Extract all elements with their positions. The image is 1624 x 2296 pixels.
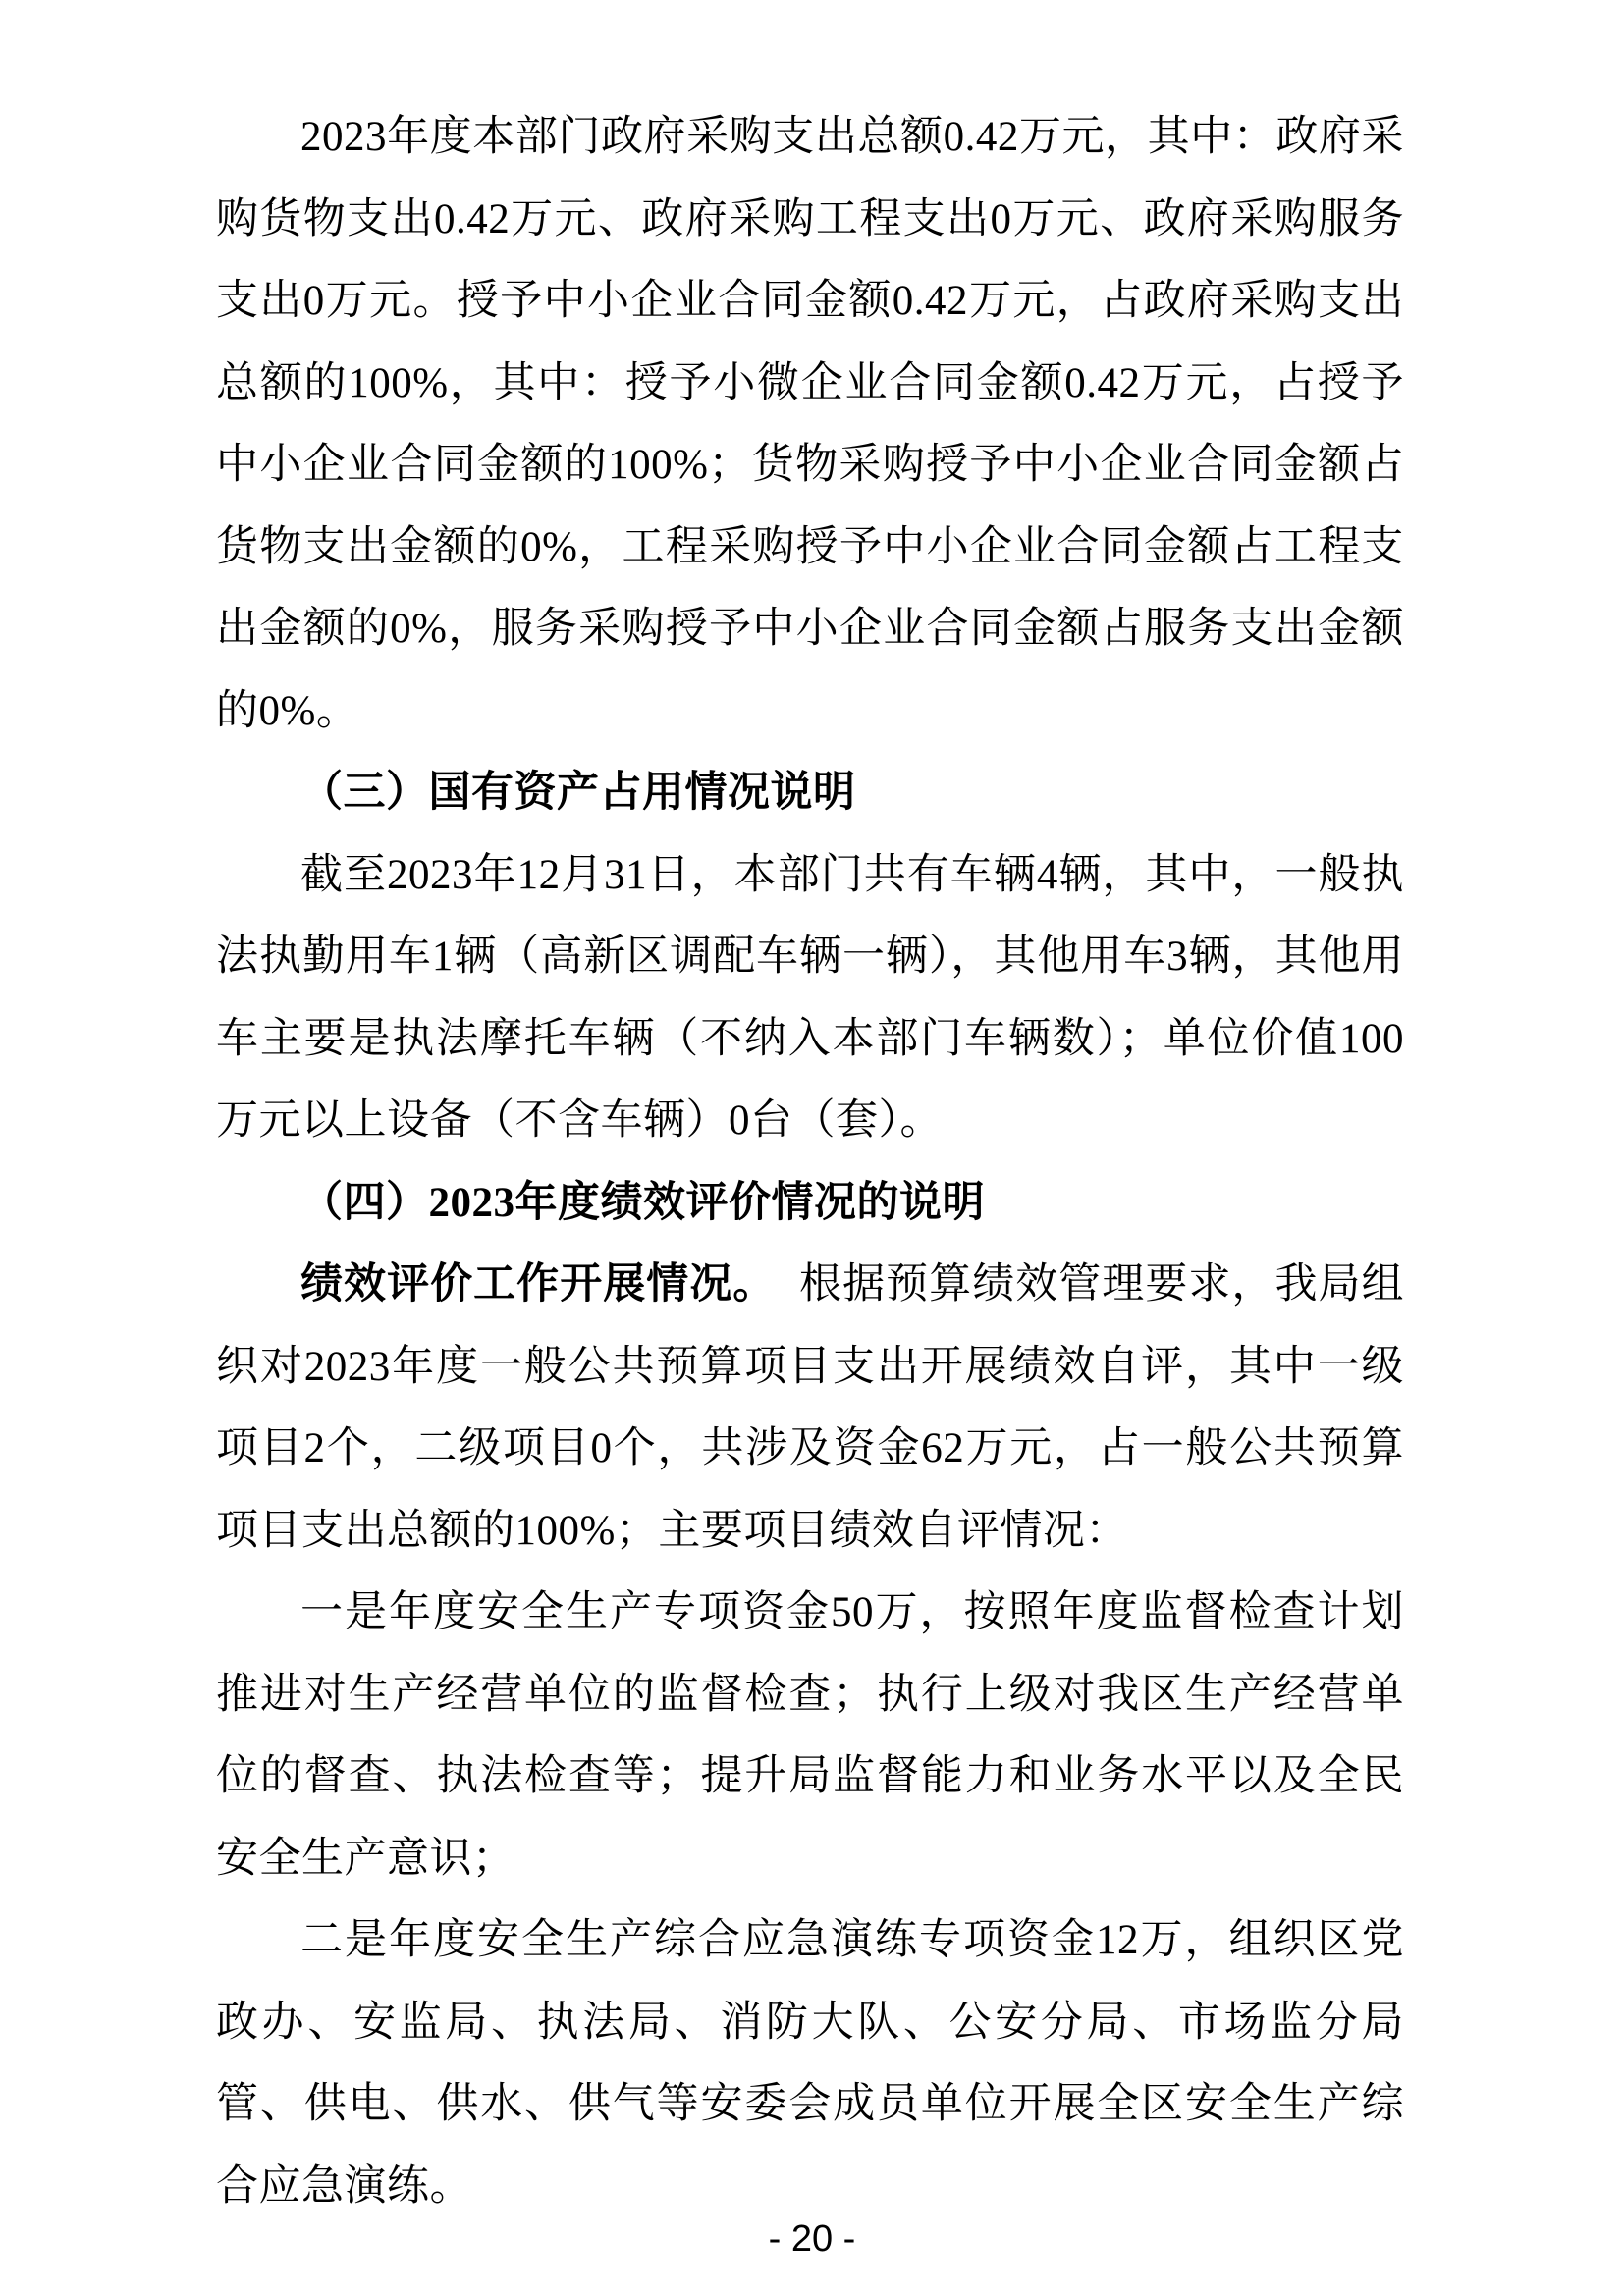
paragraph-government-procurement: 2023年度本部门政府采购支出总额0.42万元，其中：政府采购货物支出0.42万元、政府采购工程支出0万元、政府采购服务支出0万元。授予中小企业合同金额0.42万元，占政府采购支出总额的100%，其中：授予小微企业合同金额0.42万元，占授予中小企业合同金额的100%；货物采购授予中小企业合同金额占货物支出金额的0%，工程采购授予中小企业合同金额占工程支出金额的0%，服务采购授予中小企业合同金额占服务支出金额的0%。 [216,114,1404,734]
paragraph-project-one-safety-fund: 一是年度安全生产专项资金50万，按照年度监督检查计划推进对生产经营单位的监督检查；执行上级对我区生产经营单位的督查、执法检查等；提升局监督能力和业务水平以及全民安全生产意识； [216,1589,1404,1882]
heading-state-owned-assets: （三）国有资产占用情况说明 [300,770,856,816]
page-number: - 20 - [768,2218,856,2260]
heading-performance-evaluation: （四）2023年度绩效评价情况的说明 [300,1179,985,1226]
paragraph-state-owned-assets: 截至2023年12月31日，本部门共有车辆4辆，其中，一般执法执勤用车1辆（高新区调配车辆一辆），其他用车3辆，其他用车主要是执法摩托车辆（不纳入本部门车辆数）；单位价值100万元以上设备（不含车辆）0台（套）。 [216,851,1404,1144]
paragraph-performance-evaluation [216,1244,1404,1572]
page-footer [0,2216,1624,2262]
performance-evaluation-text: 根据预算绩效管理要求，我局组织对2023年度一般公共预算项目支出开展绩效自评，其中一级项目2个，二级项目0个，共涉及资金62万元，占一般公共预算项目支出总额的100%；主要项目绩效自评情况： [216,1261,1405,1554]
performance-evaluation-lead-label: 绩效评价工作开展情况。 [300,1261,777,1308]
paragraph-project-two-drill-fund: 二是年度安全生产综合应急演练专项资金12万，组织区党政办、安监局、执法局、消防大队、公安分局、市场监分局管、供电、供水、供气等安委会成员单位开展全区安全生产综合应急演练。 [216,1917,1404,2210]
